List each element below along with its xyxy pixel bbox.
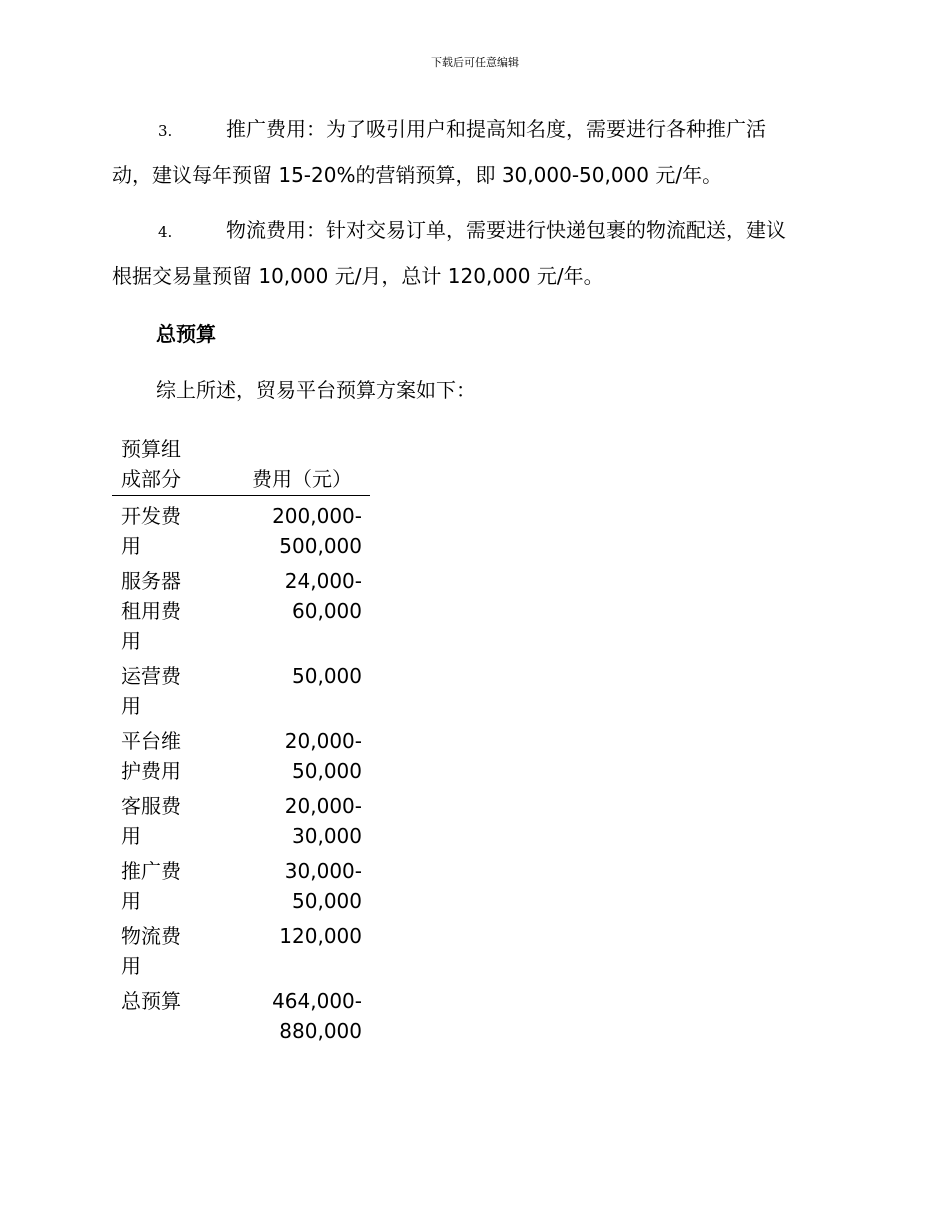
table-row <box>112 561 370 656</box>
cell-component: 服务器租用费用 <box>121 569 181 653</box>
cost-line: 20,000- <box>284 729 362 753</box>
cell-cost <box>193 721 370 786</box>
list-item-logistics-cost <box>112 208 836 298</box>
cell-cost <box>193 786 370 851</box>
cost-line: 50,000 <box>292 889 362 913</box>
summary-text: 综上所述，贸易平台预算方案如下： <box>156 378 476 402</box>
list-item-text: 推广费用：为了吸引用户和提高知名度，需要进行各种推广活 <box>226 117 766 141</box>
cost-line: 200,000- <box>272 504 362 528</box>
table-row <box>112 786 370 851</box>
cost-line: 24,000- <box>284 569 362 593</box>
table-row <box>112 656 370 721</box>
cell-cost <box>193 851 370 916</box>
table-row <box>112 916 370 981</box>
table-row <box>112 981 370 1046</box>
cell-component: 客服费用 <box>121 794 181 848</box>
table-row <box>112 721 370 786</box>
cost-line: 880,000 <box>279 1019 362 1043</box>
list-item-number: 4. <box>158 223 173 241</box>
page-header: 下载后可任意编辑 <box>431 56 519 69</box>
cost-line: 60,000 <box>292 599 362 623</box>
cost-line: 464,000- <box>272 989 362 1013</box>
section-heading: 总预算 <box>156 322 216 346</box>
cost-line: 30,000- <box>284 859 362 883</box>
cost-line: 20,000- <box>284 794 362 818</box>
cell-component: 开发费用 <box>121 504 181 558</box>
cell-cost <box>193 561 370 656</box>
cell-component: 推广费用 <box>121 859 181 913</box>
cell-cost <box>193 981 370 1046</box>
budget-table <box>112 434 370 1046</box>
list-item-continuation: 根据交易量预留 10,000 元/月，总计 120,000 元/年。 <box>112 264 604 288</box>
table-header-row <box>112 434 370 496</box>
cost-line: 30,000 <box>292 824 362 848</box>
cost-line: 50,000 <box>292 759 362 783</box>
cell-cost <box>193 496 370 562</box>
cell-component: 运营费用 <box>121 664 181 718</box>
column-header-component: 预算组成部分 <box>121 437 181 491</box>
column-header-cost: 费用（元） <box>252 467 352 491</box>
cost-line: 120,000 <box>279 924 362 948</box>
cell-component: 平台维护费用 <box>121 729 181 783</box>
cell-component: 总预算 <box>121 989 181 1013</box>
cell-component: 物流费用 <box>121 924 181 978</box>
cost-line: 50,000 <box>292 664 362 688</box>
list-item-promotion-cost <box>112 107 836 197</box>
cell-cost <box>193 916 370 981</box>
list-item-first-line <box>112 107 836 153</box>
list-item-first-line <box>112 208 836 254</box>
table-row <box>112 851 370 916</box>
cell-cost <box>193 656 370 721</box>
table-row <box>112 496 370 562</box>
list-item-continuation: 动，建议每年预留 15-20%的营销预算，即 30,000-50,000 元/年。 <box>112 163 723 187</box>
cost-line: 500,000 <box>279 534 362 558</box>
list-item-number: 3. <box>158 122 173 140</box>
list-item-text: 物流费用：针对交易订单，需要进行快递包裹的物流配送，建议 <box>226 218 786 242</box>
